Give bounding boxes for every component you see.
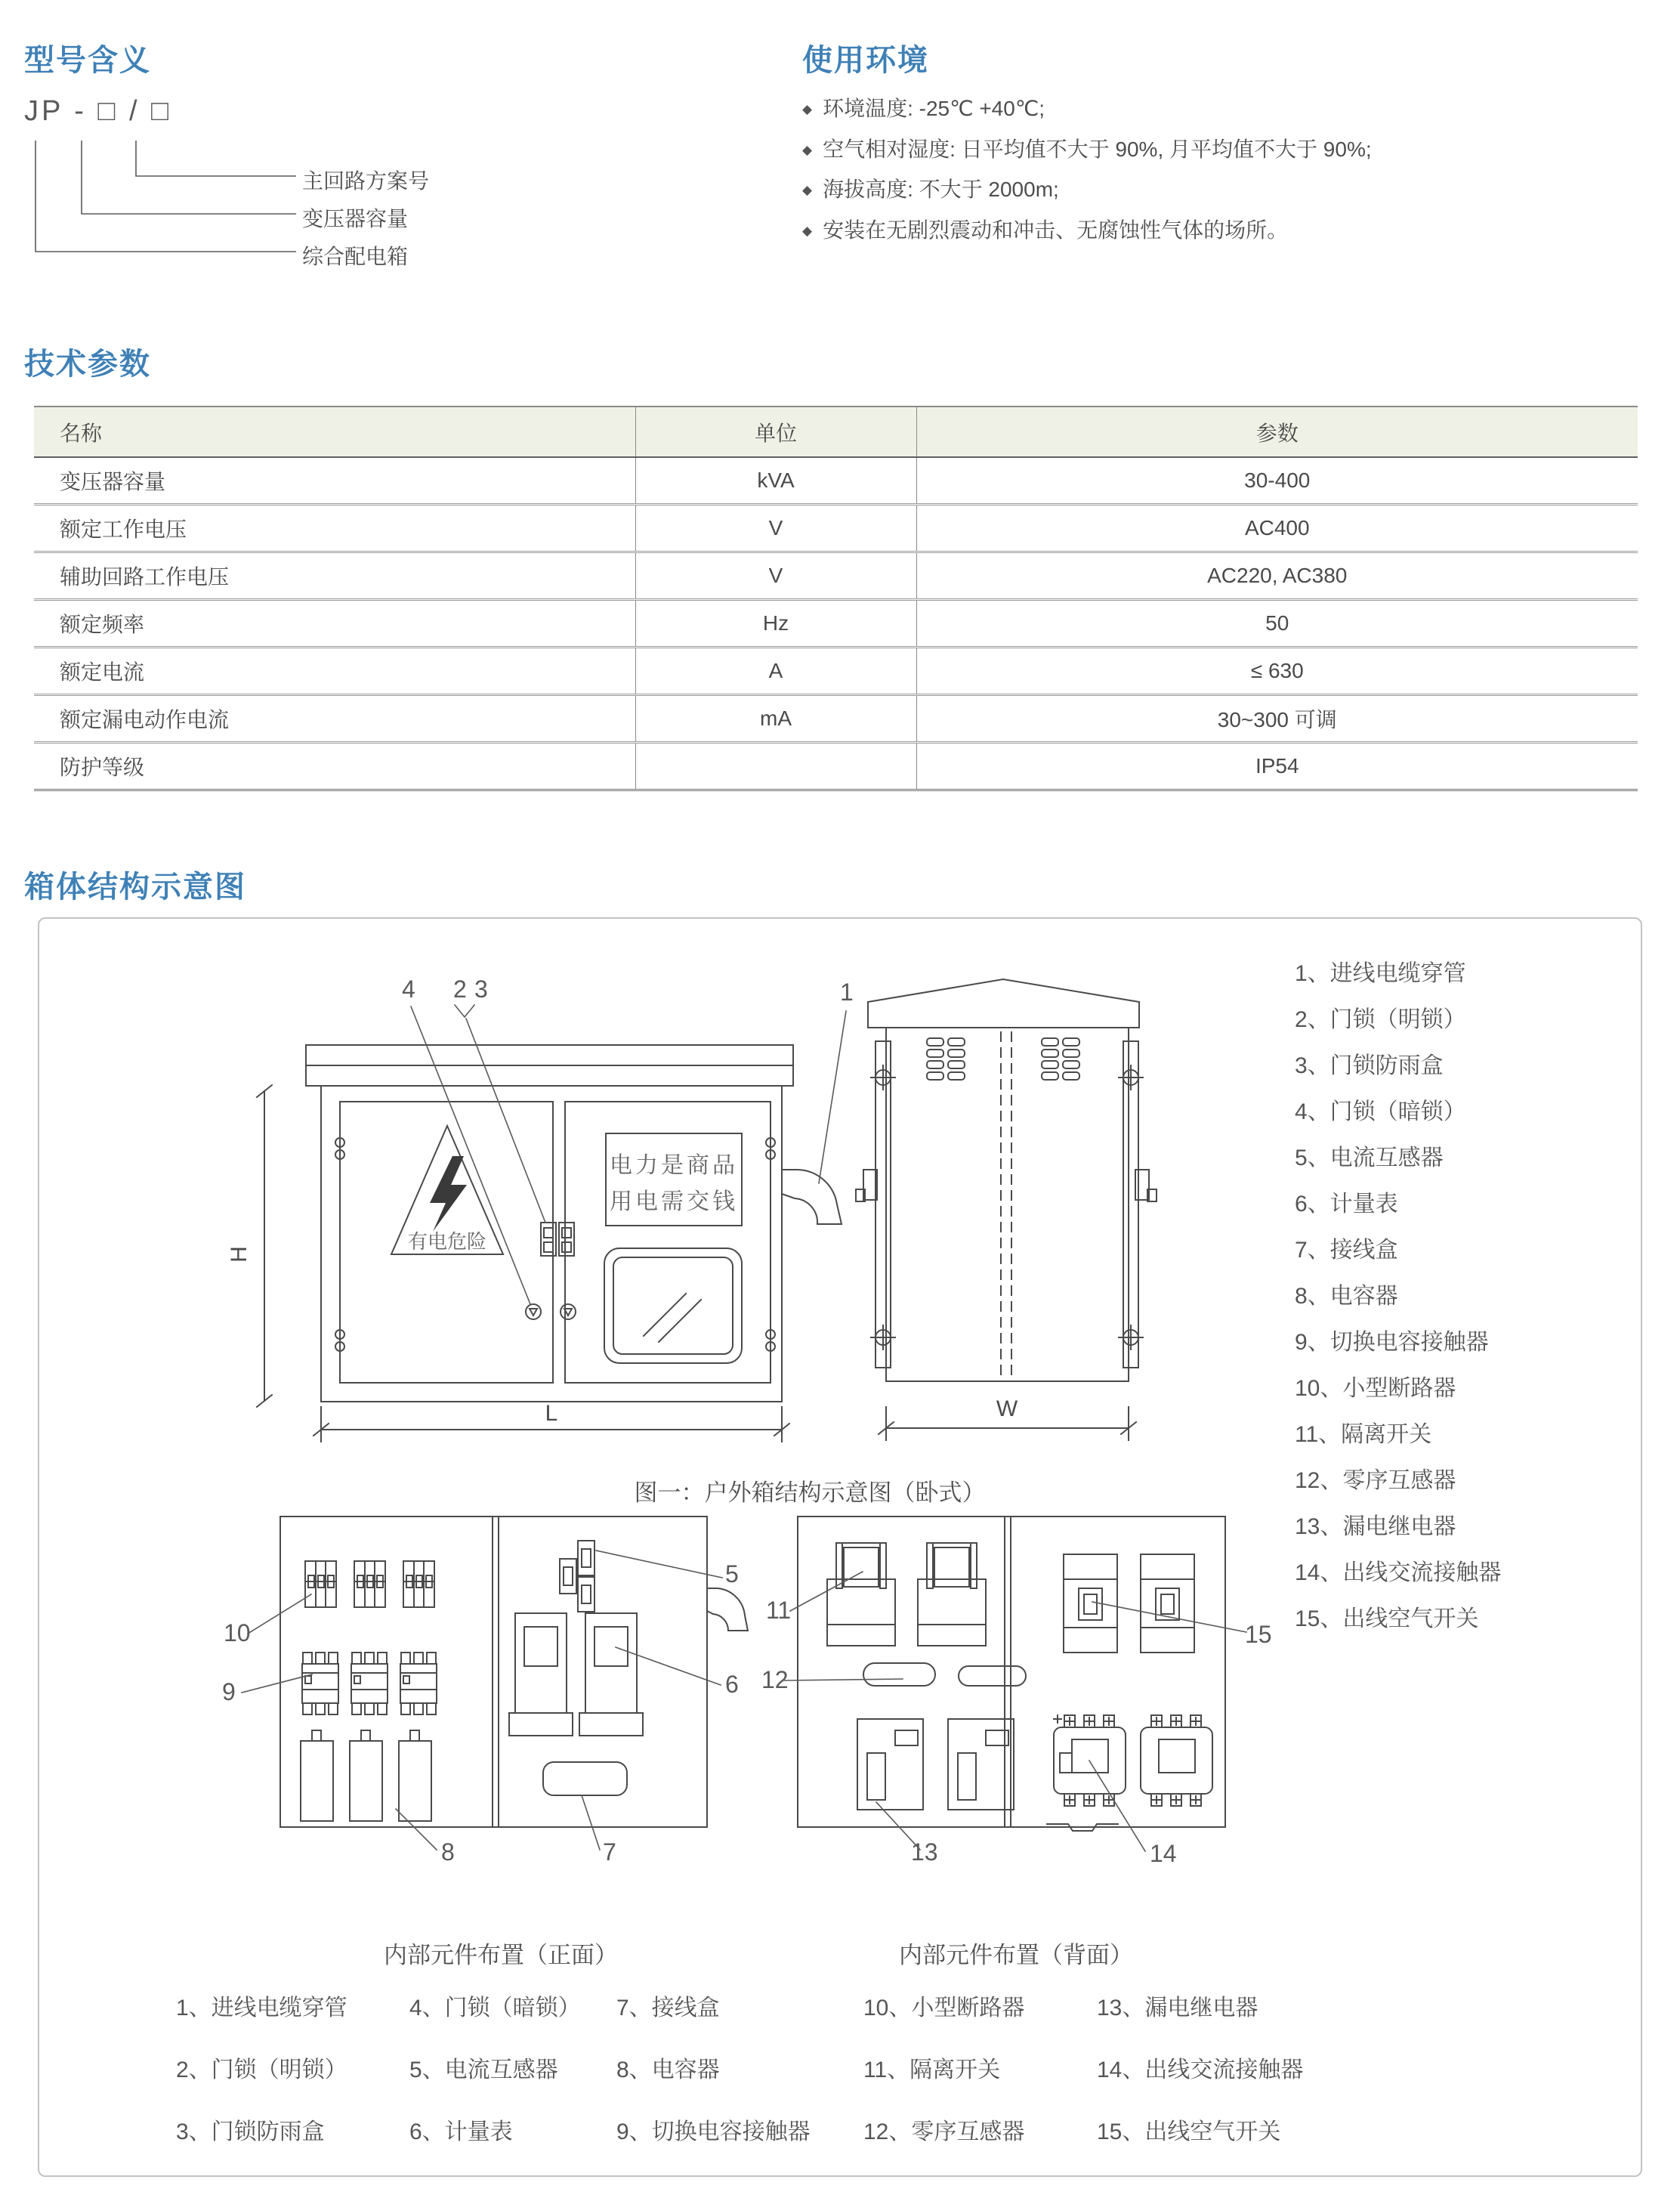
callout-3: 3 [474,975,488,1003]
cell-unit: A [635,648,916,695]
callout-1: 1 [840,979,854,1006]
parts-list-item: 4、门锁（暗锁） [1295,1099,1466,1124]
cell-name: 防护等级 [34,743,635,790]
header-param: 参数 [916,407,1638,457]
table-row [34,552,1638,600]
layout-front-caption: 内部元件布置（正面） [384,1942,618,1968]
outgoing-air-switches [1064,1554,1194,1653]
callout-10: 10 [224,1619,251,1646]
model-code: JP - □ / □ [24,95,172,127]
cell-param: AC220, AC380 [916,552,1638,600]
legend-column [863,1977,1024,2163]
callout-12: 12 [761,1666,789,1693]
callout-7: 7 [603,1838,616,1866]
table-row [34,695,1638,743]
cell-unit: mA [635,695,916,743]
env-item-humidity [802,133,1372,163]
energy-meters [509,1613,643,1736]
cell-name: 额定工作电压 [34,505,635,552]
callout-6: 6 [725,1671,739,1698]
diamond-bullet-icon: ◆ [802,143,813,157]
zero-sequence-ct-shape [863,1663,935,1686]
layout-back-caption: 内部元件布置（背面） [899,1942,1133,1968]
zero-sequence-ct-shape [959,1666,1026,1686]
callout-2: 2 [453,975,467,1003]
warning-sign-text: 有电危险 [407,1231,487,1253]
legend-item: 13、漏电继电器 [1097,1996,1258,2020]
cell-name: 变压器容量 [34,457,635,505]
header-unit: 单位 [635,407,916,457]
legend-column [1097,1977,1303,2163]
cell-param: ≤ 630 [916,648,1638,695]
legend-item: 6、计量表 [409,2119,513,2144]
parts-list-item: 13、漏电继电器 [1295,1514,1456,1539]
table-row [34,457,1638,505]
cell-name: 辅助回路工作电压 [34,552,635,600]
table-row [34,600,1638,648]
parts-list-item: 10、小型断路器 [1295,1376,1456,1401]
mini-breakers [305,1561,434,1607]
cell-unit: V [635,552,916,600]
callout-15: 15 [1245,1621,1272,1648]
parts-list-item: 7、接线盒 [1295,1238,1398,1263]
parts-list-item: 14、出线交流接触器 [1295,1560,1502,1585]
parts-list-item: 5、电流互感器 [1295,1146,1444,1170]
cell-unit: kVA [635,457,916,505]
table-row [34,505,1638,552]
legend-item: 5、电流互感器 [409,2058,558,2082]
cell-unit: Hz [635,600,916,648]
capacitor-contactors [302,1653,437,1714]
lightning-bolt-icon [430,1156,467,1232]
parts-list-item: 6、计量表 [1295,1192,1398,1217]
parts-list [1295,951,1501,1642]
parts-list-item: 3、门锁防雨盒 [1295,1053,1444,1078]
callout-11: 11 [766,1597,792,1624]
model-label-box: 综合配电箱 [302,245,409,268]
dimension-w-label: W [996,1396,1018,1421]
env-item-temperature [802,92,1045,122]
dimension-h-label: H [227,1246,252,1263]
internal-layout-back-drawing [755,1504,1284,1881]
cell-param: 30~300 可调 [916,695,1638,743]
environment-title: 使用环境 [802,44,929,77]
cell-param: AC400 [916,505,1638,552]
env-item-installation [802,214,1288,244]
legend-item: 8、电容器 [616,2058,720,2082]
model-meaning-title: 型号含义 [24,44,151,77]
current-transformers [560,1541,594,1612]
callout-4: 4 [402,975,415,1003]
door-sign-line2: 用电需交钱 [610,1189,738,1214]
legend-item: 11、隔离开关 [863,2058,1001,2082]
model-code-connector-lines [23,141,325,269]
legend-item: 3、门锁防雨盒 [176,2119,325,2144]
cell-param: IP54 [916,743,1638,790]
legend-item: 1、进线电缆穿管 [176,1996,347,2020]
parts-list-item: 12、零序互感器 [1295,1468,1456,1493]
parts-list-item: 1、进线电缆穿管 [1295,961,1466,986]
cell-param: 30-400 [916,457,1638,505]
cell-unit: V [635,505,916,552]
parts-list-item: 15、出线空气开关 [1295,1606,1479,1631]
callout-9: 9 [222,1678,236,1705]
cell-name: 额定漏电动作电流 [34,695,635,743]
legend-item: 12、零序互感器 [863,2119,1025,2144]
legend-column [176,1977,347,2163]
callout-8: 8 [441,1838,455,1866]
legend-item: 15、出线空气开关 [1097,2119,1281,2144]
vent-louvres [927,1038,1079,1080]
cell-unit [635,743,916,790]
figure1-caption: 图一：户外箱结构示意图（卧式） [634,1479,986,1506]
legend-item: 4、门锁（暗锁） [409,1996,581,2020]
diamond-bullet-icon: ◆ [802,102,813,116]
legend-item: 14、出线交流接触器 [1097,2058,1304,2082]
capacitors [301,1730,431,1821]
legend-item: 2、门锁（明锁） [176,2058,347,2082]
parts-list-item: 2、门锁（明锁） [1295,1007,1466,1032]
junction-box-shape [543,1762,627,1795]
parts-list-item: 8、电容器 [1295,1284,1398,1309]
ac-contactors [1047,1715,1212,1831]
legend-item: 10、小型断路器 [863,1996,1025,2020]
model-label-scheme: 主回路方案号 [302,169,430,193]
table-row [34,648,1638,695]
outdoor-box-side-view-drawing [854,945,1171,1443]
internal-layout-front-drawing [204,1504,763,1881]
cable-conduit-shape [782,1170,842,1224]
header-name: 名称 [34,407,635,457]
leakage-relays [857,1719,1014,1810]
legend-column [616,1977,811,2163]
env-item-text: 海拔高度: 不大于 2000m; [823,178,1059,201]
dimension-l-label: L [545,1401,558,1426]
parts-list-item: 9、切换电容接触器 [1295,1330,1489,1355]
tech-params-table [34,406,1638,791]
tech-params-title: 技术参数 [24,348,151,381]
diamond-bullet-icon: ◆ [802,224,813,238]
structure-diagram-title: 箱体结构示意图 [24,870,246,904]
env-item-text: 安装在无剧烈震动和冲击、无腐蚀性气体的场所。 [823,218,1289,242]
model-label-capacity: 变压器容量 [302,207,409,230]
callout-13: 13 [911,1838,938,1866]
env-item-text: 环境温度: -25℃ +40℃; [823,97,1045,120]
cable-conduit-shape [707,1588,748,1631]
legend-item: 7、接线盒 [616,1996,720,2020]
legend-column [409,1977,581,2163]
isolator-switches [827,1543,986,1646]
cell-name: 额定频率 [34,600,635,648]
env-item-text: 空气相对湿度: 日平均值不大于 90%, 月平均值不大于 90%; [823,138,1372,161]
door-sign-line1: 电力是商品 [610,1153,738,1178]
env-item-altitude [802,173,1059,203]
outdoor-box-front-view-drawing [151,958,876,1449]
cell-name: 额定电流 [34,648,635,695]
legend-item: 9、切换电容接触器 [616,2119,811,2144]
table-row [34,743,1638,790]
parts-list-item: 11、隔离开关 [1295,1422,1432,1447]
callout-14: 14 [1150,1840,1177,1867]
table-header-row [34,407,1638,457]
cell-param: 50 [916,600,1638,648]
diamond-bullet-icon: ◆ [802,183,813,197]
callout-5: 5 [725,1560,739,1588]
